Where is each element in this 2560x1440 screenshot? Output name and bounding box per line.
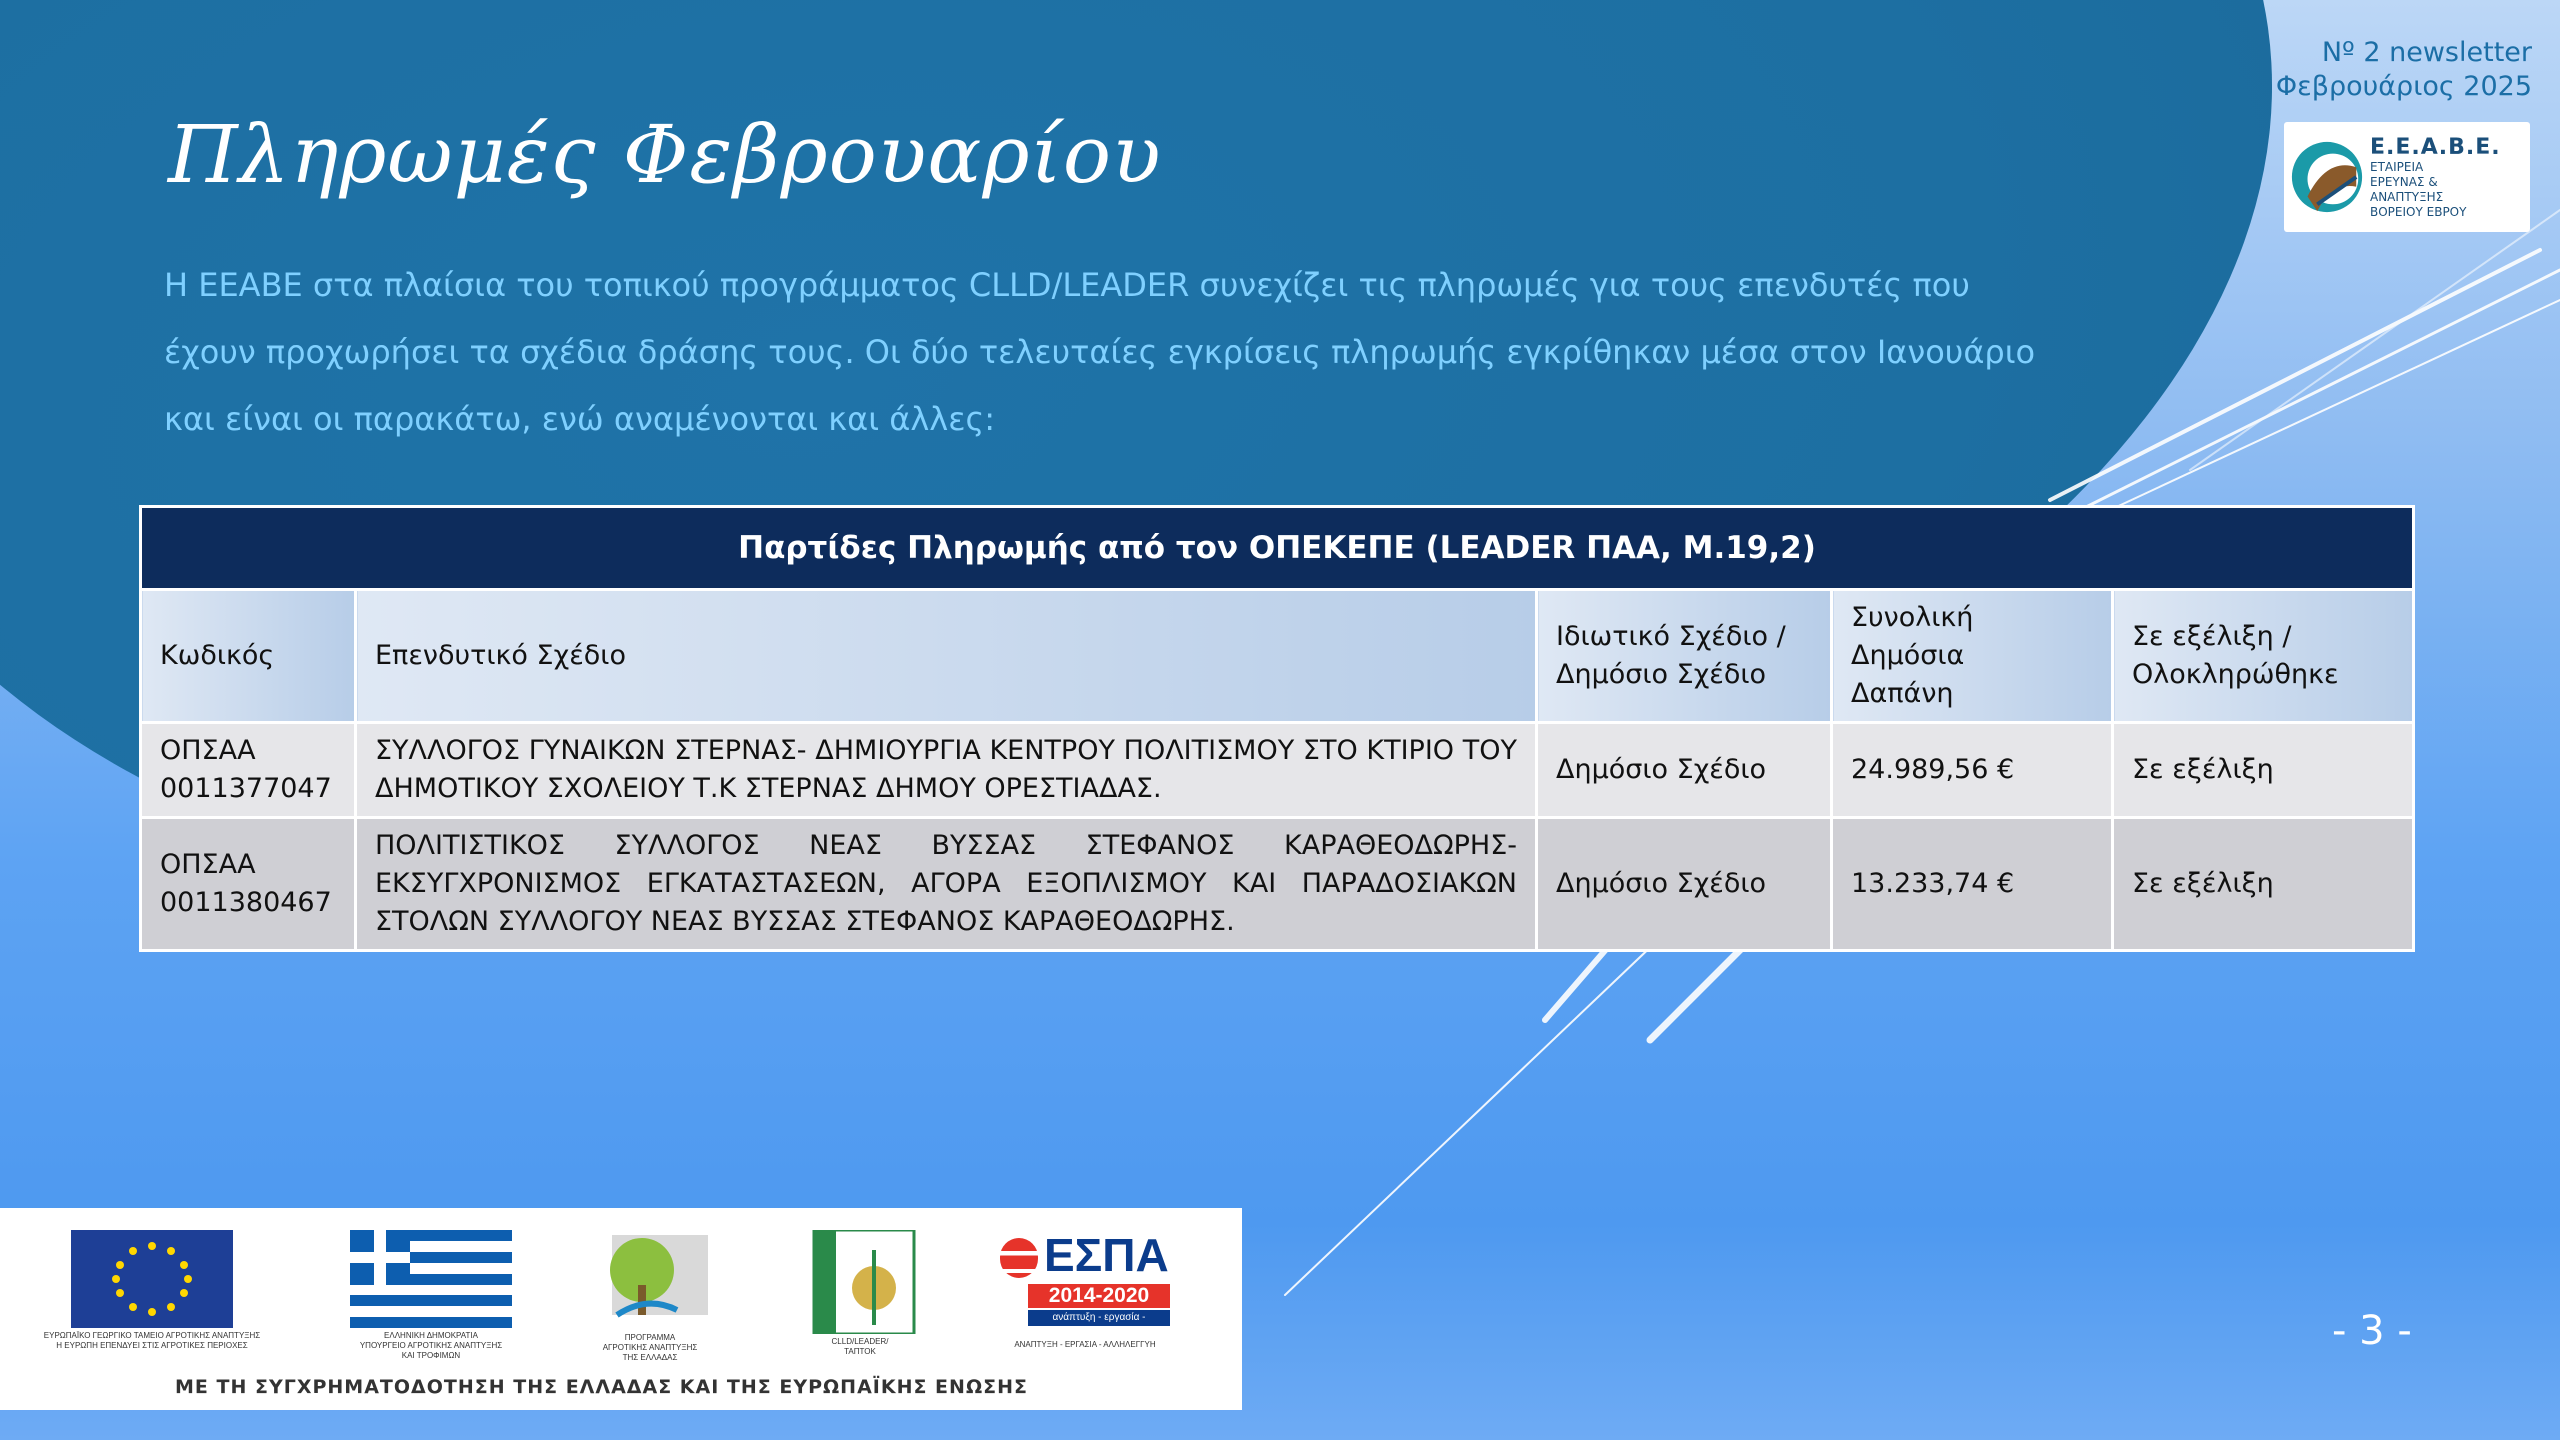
header-code: Κωδικός — [141, 590, 356, 723]
newsletter-issue: Nº 2 newsletter — [2321, 37, 2532, 68]
payments-table — [139, 505, 2415, 952]
page-number: - 3 - — [2332, 1308, 2412, 1354]
logo-line3: ΑΝΑΠΤΥΞΗΣ — [2370, 189, 2444, 204]
table-row — [141, 818, 2414, 951]
logo-line1: ΕΤΑΙΡΕΙΑ — [2370, 159, 2424, 174]
newsletter-date: Φεβρουάριος 2025 — [2275, 71, 2532, 102]
eeabe-logo — [2284, 122, 2530, 232]
funding-caption: ΜΕ ΤΗ ΣΥΓΧΡΗΜΑΤΟΔΟΤΗΣΗ ΤΗΣ ΕΛΛΑΔΑΣ ΚΑΙ ΤΗΣ ΕΥΡΩΠΑΪΚΗΣ ΕΝΩΣΗΣ — [175, 1376, 1028, 1398]
espa-logo — [990, 1230, 1180, 1350]
espa-tagline: ανάπτυξη - εργασία - αλληλεγγύη — [1028, 1310, 1170, 1326]
funding-footer — [0, 1208, 1242, 1410]
leader-icon — [804, 1230, 916, 1334]
leader-caption-1: CLLD/LEADER/ — [831, 1337, 889, 1346]
logo-abbr: Ε.Ε.Α.Β.Ε. — [2370, 134, 2501, 160]
paa-caption-3: ΤΗΣ ΕΛΛΑΔΑΣ — [622, 1353, 678, 1362]
header-type: Ιδιωτικό Σχέδιο / Δημόσιο Σχέδιο — [1537, 590, 1832, 723]
cell-code: ΟΠΣΑΑ 0011377047 — [141, 723, 356, 818]
leader-logo — [800, 1230, 920, 1357]
header-status: Σε εξέλιξη / Ολοκληρώθηκε — [2113, 590, 2414, 723]
espa-caption: ΑΝΑΠΤΥΞΗ - ΕΡΓΑΣΙΑ - ΑΛΛΗΛΕΓΓΥΗ — [1014, 1340, 1156, 1349]
eu-logo — [32, 1230, 272, 1351]
leader-caption-2: ΤΑΠΤΟΚ — [844, 1347, 876, 1356]
paa-caption-2: ΑΓΡΟΤΙΚΗΣ ΑΝΑΠΤΥΞΗΣ — [602, 1343, 698, 1352]
tree-icon — [592, 1230, 708, 1330]
eu-caption-2: Η ΕΥΡΩΠΗ ΕΠΕΝΔΥΕΙ ΣΤΙΣ ΑΓΡΟΤΙΚΕΣ ΠΕΡΙΟΧΕΣ — [56, 1341, 248, 1350]
cell-spend: 24.989,56 € — [1832, 723, 2113, 818]
table-header-row — [141, 590, 2414, 723]
cell-type: Δημόσιο Σχέδιο — [1537, 723, 1832, 818]
gr-caption-2: ΥΠΟΥΡΓΕΙΟ ΑΓΡΟΤΙΚΗΣ ΑΝΑΠΤΥΞΗΣ — [359, 1341, 503, 1350]
cell-type: Δημόσιο Σχέδιο — [1537, 818, 1832, 951]
espa-title: ΕΣΠΑ — [1044, 1229, 1169, 1281]
page-title: Πληρωμές Φεβρουαρίου — [168, 108, 1162, 201]
cell-plan: ΣΥΛΛΟΓΟΣ ΓΥΝΑΙΚΩΝ ΣΤΕΡΝΑΣ- ΔΗΜΙΟΥΡΓΙΑ ΚΕΝΤΡΟΥ ΠΟΛΙΤΙΣΜΟΥ ΣΤΟ ΚΤΙΡΙΟ ΤΟΥ ΔΗΜΟΤΙΚΟΥ ΣΧΟΛΕΙΟΥ Τ.Κ ΣΤΕΡΝΑΣ ΔΗΜΟΥ ΟΡΕΣΤΙΑΔΑΣ. — [356, 723, 1537, 818]
cell-spend: 13.233,74 € — [1832, 818, 2113, 951]
cell-status: Σε εξέλιξη — [2113, 818, 2414, 951]
cell-plan: ΠΟΛΙΤΙΣΤΙΚΟΣ ΣΥΛΛΟΓΟΣ ΝΕΑΣ ΒΥΣΣΑΣ ΣΤΕΦΑΝΟΣ ΚΑΡΑΘΕΟΔΩΡΗΣ- ΕΚΣΥΓΧΡΟΝΙΣΜΟΣ ΕΓΚΑΤΑΣΤΑΣΕΩΝ, ΑΓΟΡΑ ΕΞΟΠΛΙΣΜΟΥ ΚΑΙ ΠΑΡΑΔΟΣΙΑΚΩΝ ΣΤΟΛΩΝ ΣΥΛΛΟΓΟΥ ΝΕΑΣ ΒΥΣΣΑΣ ΣΤΕΦΑΝΟΣ ΚΑΡΑΘΕΟΔΩΡΗΣ. — [356, 818, 1537, 951]
eu-caption-1: ΕΥΡΩΠΑΪΚΟ ΓΕΩΡΓΙΚΟ ΤΑΜΕΙΟ ΑΓΡΟΤΙΚΗΣ ΑΝΑΠΤΥΞΗΣ — [43, 1331, 261, 1340]
header-plan: Επενδυτικό Σχέδιο — [356, 590, 1537, 723]
espa-years: 2014-2020 — [1028, 1284, 1170, 1308]
cell-status: Σε εξέλιξη — [2113, 723, 2414, 818]
greece-logo — [338, 1230, 524, 1361]
paa-caption-1: ΠΡΟΓΡΑΜΜΑ — [624, 1333, 676, 1342]
espa-flag-icon — [1000, 1238, 1038, 1278]
espa-icon — [1000, 1230, 1170, 1340]
table-caption: Παρτίδες Πληρωμής από τον ΟΠΕΚΕΠΕ (LEADER ΠΑΑ, Μ.19,2) — [141, 507, 2414, 590]
logo-line2: ΕΡΕΥΝΑΣ & — [2370, 174, 2438, 189]
logo-line4: ΒΟΡΕΙΟΥ ΕΒΡΟΥ — [2370, 204, 2467, 219]
header-spend: Συνολική Δημόσια Δαπάνη — [1832, 590, 2113, 723]
table-row — [141, 723, 2414, 818]
gr-caption-3: ΚΑΙ ΤΡΟΦΙΜΩΝ — [401, 1351, 461, 1360]
intro-paragraph: Η ΕΕΑΒΕ στα πλαίσια του τοπικού προγράμματος CLLD/LEADER συνεχίζει τις πληρωμές για τους επενδυτές που έχουν προχωρήσει τα σχέδια δράσης τους. Οι δύο τελευταίες εγκρίσεις πληρωμής εγκρίθηκαν μέσα στον Ιανουάριο και είναι οι παρακάτω, ενώ αναμένονται και άλλες: — [164, 266, 2036, 438]
eeabe-logo-icon — [2288, 127, 2366, 227]
greek-flag-icon — [350, 1230, 512, 1328]
gr-caption-1: ΕΛΛΗΝΙΚΗ ΔΗΜΟΚΡΑΤΙΑ — [384, 1331, 478, 1340]
paa-logo — [580, 1230, 720, 1363]
eu-flag-icon — [71, 1230, 233, 1328]
newsletter-info — [2276, 36, 2532, 104]
cell-code: ΟΠΣΑΑ 0011380467 — [141, 818, 356, 951]
